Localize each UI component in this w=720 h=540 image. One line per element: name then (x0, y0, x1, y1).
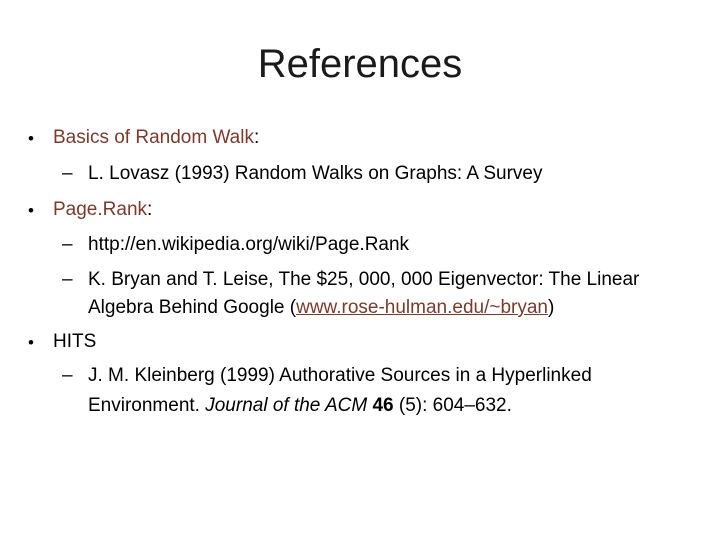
dash-icon: – (62, 234, 73, 255)
reference-bryan-line2 (88, 296, 554, 320)
dash-icon: – (62, 365, 73, 386)
journal-volume: 46 (372, 395, 394, 416)
rose-hulman-link[interactable]: www.rose-hulman.edu/~bryan (296, 297, 548, 318)
section-heading-hits (53, 330, 96, 354)
reference-kleinberg-prefix: Environment. (88, 395, 206, 416)
journal-pages: (5): 604–632. (393, 395, 512, 416)
reference-kleinberg-line1: J. M. Kleinberg (1999) Authorative Sources in a Hyperlinked (88, 365, 592, 386)
dash-icon: – (62, 269, 73, 290)
section-heading-random-walk (53, 126, 259, 150)
reference-lovasz: L. Lovasz (1993) Random Walks on Graphs: A Survey (88, 163, 543, 184)
bullet-icon: • (28, 201, 34, 220)
dash-icon: – (62, 163, 73, 184)
reference-bryan-suffix: ) (547, 297, 555, 318)
section-heading-text: Page.Rank (53, 199, 148, 220)
journal-name: Journal of the ACM (205, 395, 368, 416)
bullet-icon: • (28, 129, 34, 148)
slide-title: References (257, 42, 463, 86)
section-heading-text: Basics of Random Walk (53, 127, 254, 148)
reference-kleinberg-line2 (88, 394, 512, 418)
reference-wikipedia-url: http://en.wikipedia.org/wiki/Page.Rank (88, 234, 410, 255)
section-heading-text: HITS (53, 331, 97, 352)
bullet-icon: • (28, 333, 34, 352)
reference-bryan-prefix: Algebra Behind Google ( (88, 297, 297, 318)
reference-bryan-line1: K. Bryan and T. Leise, The $25, 000, 000 Eigenvector: The Linear (88, 269, 640, 290)
heading-colon: : (253, 127, 260, 148)
heading-colon: : (147, 199, 153, 220)
section-heading-pagerank (53, 198, 152, 222)
